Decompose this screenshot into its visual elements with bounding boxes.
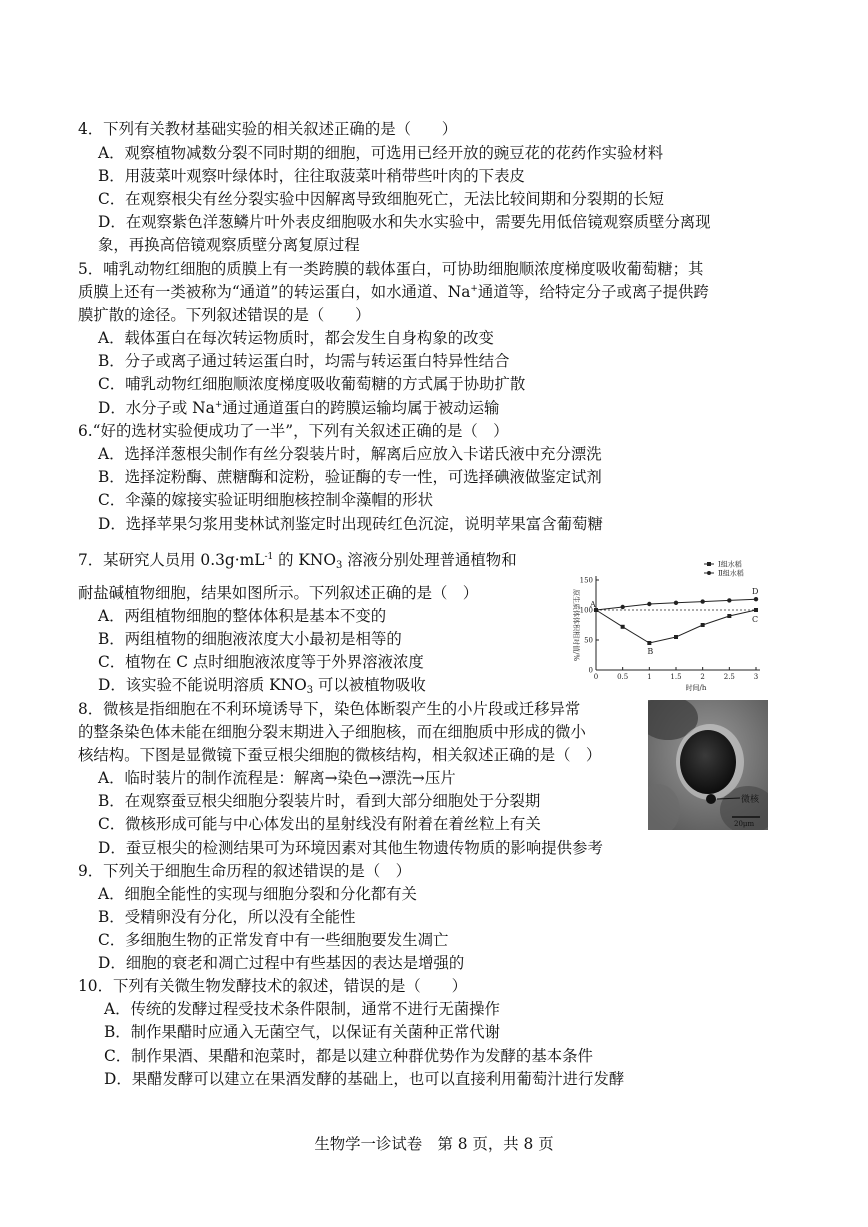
question-5-stem-2: 质膜上还有一类被称为“通道”的转运蛋白，如水通道、Na+通道等，给特定分子或离子提供跨 (78, 283, 709, 301)
legend-label: Ⅰ组水稻 (718, 560, 742, 569)
question-7-option-a: A．两组植物细胞的整体体积是基本不变的 (98, 607, 387, 625)
question-6-stem: 6.“好的选材实验便成功了一半”，下列有关叙述正确的是（ ） (78, 422, 509, 440)
question-7-option-b: B．两组植物的细胞液浓度大小最初是相等的 (98, 630, 402, 648)
question-5-option-c: C．哺乳动物红细胞顺浓度梯度吸收葡萄糖的方式属于协助扩散 (98, 375, 526, 393)
data-point (754, 608, 758, 612)
question-10-option-d: D．果醋发酵可以建立在果酒发酵的基础上，也可以直接利用葡萄汁进行发酵 (104, 1070, 625, 1088)
legend-marker (707, 562, 711, 566)
x-tick-label: 1.5 (670, 673, 682, 681)
y-axis-label: 原生质体体积相对值/% (572, 588, 580, 662)
question-7-stem: 7．某研究人员用 $0.3g\cdot mL^{-1}$ 的 $KNO_3$ 溶液分别处理普通植物和 (78, 551, 517, 571)
question-6-option-c: C．伞藻的嫁接实验证明细胞核控制伞藻帽的形状 (98, 491, 433, 509)
question-8-option-a: A．临时装片的制作流程是：解离→染色→漂洗→压片 (98, 769, 456, 787)
data-point (700, 599, 704, 603)
question-6-option-a: A．选择洋葱根尖制作有丝分裂装片时，解离后应放入卡诺氏液中充分漂洗 (98, 445, 602, 463)
point-label-a: A (590, 600, 596, 609)
question-6-option-d: D．选择苹果匀浆用斐林试剂鉴定时出现砖红色沉淀，说明苹果富含葡萄糖 (98, 515, 603, 533)
question-10-stem: 10．下列有关微生物发酵技术的叙述，错误的是（ ） (78, 977, 467, 995)
question-7-option-d: D．该实验不能说明溶质 $KNO_3$ 可以被植物吸收 (98, 676, 426, 696)
question-8-stem: 8．微核是指细胞在不利环境诱导下，染色体断裂产生的小片段或迁移异常 (78, 700, 581, 718)
x-axis-label: 时间/h (685, 684, 707, 692)
question-7-stem-2: 耐盐碱植物细胞，结果如图所示。下列叙述正确的是（ ） (78, 584, 479, 602)
y-tick-label: 0 (588, 666, 593, 675)
data-point (674, 601, 678, 605)
point-label-b: B (647, 647, 654, 656)
question-5-option-a: A．载体蛋白在每次转运物质时，都会发生自身构象的改变 (98, 329, 494, 347)
question-6-option-b: B．选择淀粉酶、蔗糖酶和淀粉，验证酶的专一性，可选择碘液做鉴定试剂 (98, 468, 602, 486)
micronucleus (706, 794, 716, 804)
data-point (647, 602, 651, 606)
data-point (727, 598, 731, 602)
x-tick-label: 0.5 (617, 673, 629, 681)
question-4-option-d-cont: 象，再换高倍镜观察质壁分离复原过程 (98, 236, 360, 254)
y-tick-label: 100 (579, 606, 593, 615)
question-8-stem-2: 的整条染色体未能在细胞分裂末期进入子细胞核，而在细胞质中形成的微小 (78, 723, 586, 741)
legend-label: Ⅱ组水稻 (718, 569, 744, 578)
question-4-option-c: C．在观察根尖有丝分裂实验中因解离导致细胞死亡，无法比较间期和分裂期的长短 (98, 190, 664, 208)
scale-label: 20μm (734, 820, 755, 828)
question-10-option-c: C．制作果酒、果醋和泡菜时，都是以建立种群优势作为发酵的基本条件 (104, 1047, 593, 1065)
legend-marker (707, 571, 711, 575)
question-4-option-b: B．用菠菜叶观察叶绿体时，往往取菠菜叶稍带些叶肉的下表皮 (98, 167, 525, 185)
point-label-c: C (752, 615, 759, 624)
data-point (621, 625, 625, 629)
question-8-option-b: B．在观察蚕豆根尖细胞分裂装片时，看到大部分细胞处于分裂期 (98, 792, 541, 810)
question-9-option-c: C．多细胞生物的正常发育中有一些细胞要发生凋亡 (98, 931, 449, 949)
question-8-option-c: C．微核形成可能与中心体发出的星射线没有附着在着丝粒上有关 (98, 815, 541, 833)
question-9-option-a: A．细胞全能性的实现与细胞分裂和分化都有关 (98, 885, 417, 903)
x-tick-label: 2.5 (723, 673, 735, 681)
page-footer: 生物学一诊试卷 第 8 页，共 8 页 (314, 1135, 554, 1153)
question-5-option-b: B．分子或离子通过转运蛋白时，均需与转运蛋白特异性结合 (98, 352, 510, 370)
x-tick-label: 0 (593, 673, 599, 681)
x-tick-label: 2 (700, 673, 705, 681)
question-10-option-b: B．制作果醋时应通入无菌空气，以保证有关菌种正常代谢 (104, 1023, 501, 1041)
osmosis-line-chart (556, 558, 772, 694)
question-5-stem: 5．哺乳动物红细胞的质膜上有一类跨膜的载体蛋白，可协助细胞顺浓度梯度吸收葡萄糖；其 (78, 260, 704, 278)
question-5-option-d: D．水分子或 Na+通过通道蛋白的跨膜运输均属于被动运输 (98, 399, 500, 417)
question-8-stem-3: 核结构。下图是显微镜下蚕豆根尖细胞的微核结构，相关叙述正确的是（ ） (78, 746, 602, 764)
cell-nucleus (680, 730, 736, 794)
data-point (674, 635, 678, 639)
micronucleus-label: 微核 (741, 795, 760, 805)
question-10-option-a: A．传统的发酵过程受技术条件限制，通常不进行无菌操作 (104, 1000, 500, 1018)
question-4-option-a: A．观察植物减数分裂不同时期的细胞，可选用已经开放的豌豆花的花药作实验材料 (98, 144, 664, 162)
data-point (727, 614, 731, 618)
data-point (701, 623, 705, 627)
question-7-option-c: C．植物在 C 点时细胞液浓度等于外界溶液浓度 (98, 653, 424, 671)
question-8-option-d: D．蚕豆根尖的检测结果可为环境因素对其他生物遗传物质的影响提供参考 (98, 839, 603, 857)
data-point (620, 605, 624, 609)
x-tick-label: 3 (753, 673, 759, 681)
data-point (754, 597, 758, 601)
question-9-option-b: B．受精卵没有分化，所以没有全能性 (98, 908, 356, 926)
point-label-d: D (752, 587, 759, 597)
question-9-stem: 9．下列关于细胞生命历程的叙述错误的是（ ） (78, 862, 411, 880)
question-4-option-d: D．在观察紫色洋葱鳞片叶外表皮细胞吸水和失水实验中，需要先用低倍镜观察质壁分离现 (98, 213, 711, 231)
micronucleus-micrograph (648, 700, 768, 830)
question-5-stem-3: 膜扩散的途径。下列叙述错误的是（ ） (78, 306, 371, 324)
question-9-option-d: D．细胞的衰老和凋亡过程中有些基因的表达是增强的 (98, 954, 465, 972)
x-tick-label: 1 (647, 673, 652, 681)
y-tick-label: 150 (579, 576, 593, 585)
question-4-stem: 4．下列有关教材基础实验的相关叙述正确的是（ ） (78, 120, 458, 138)
data-point (647, 641, 651, 645)
y-tick-label: 50 (584, 636, 593, 645)
